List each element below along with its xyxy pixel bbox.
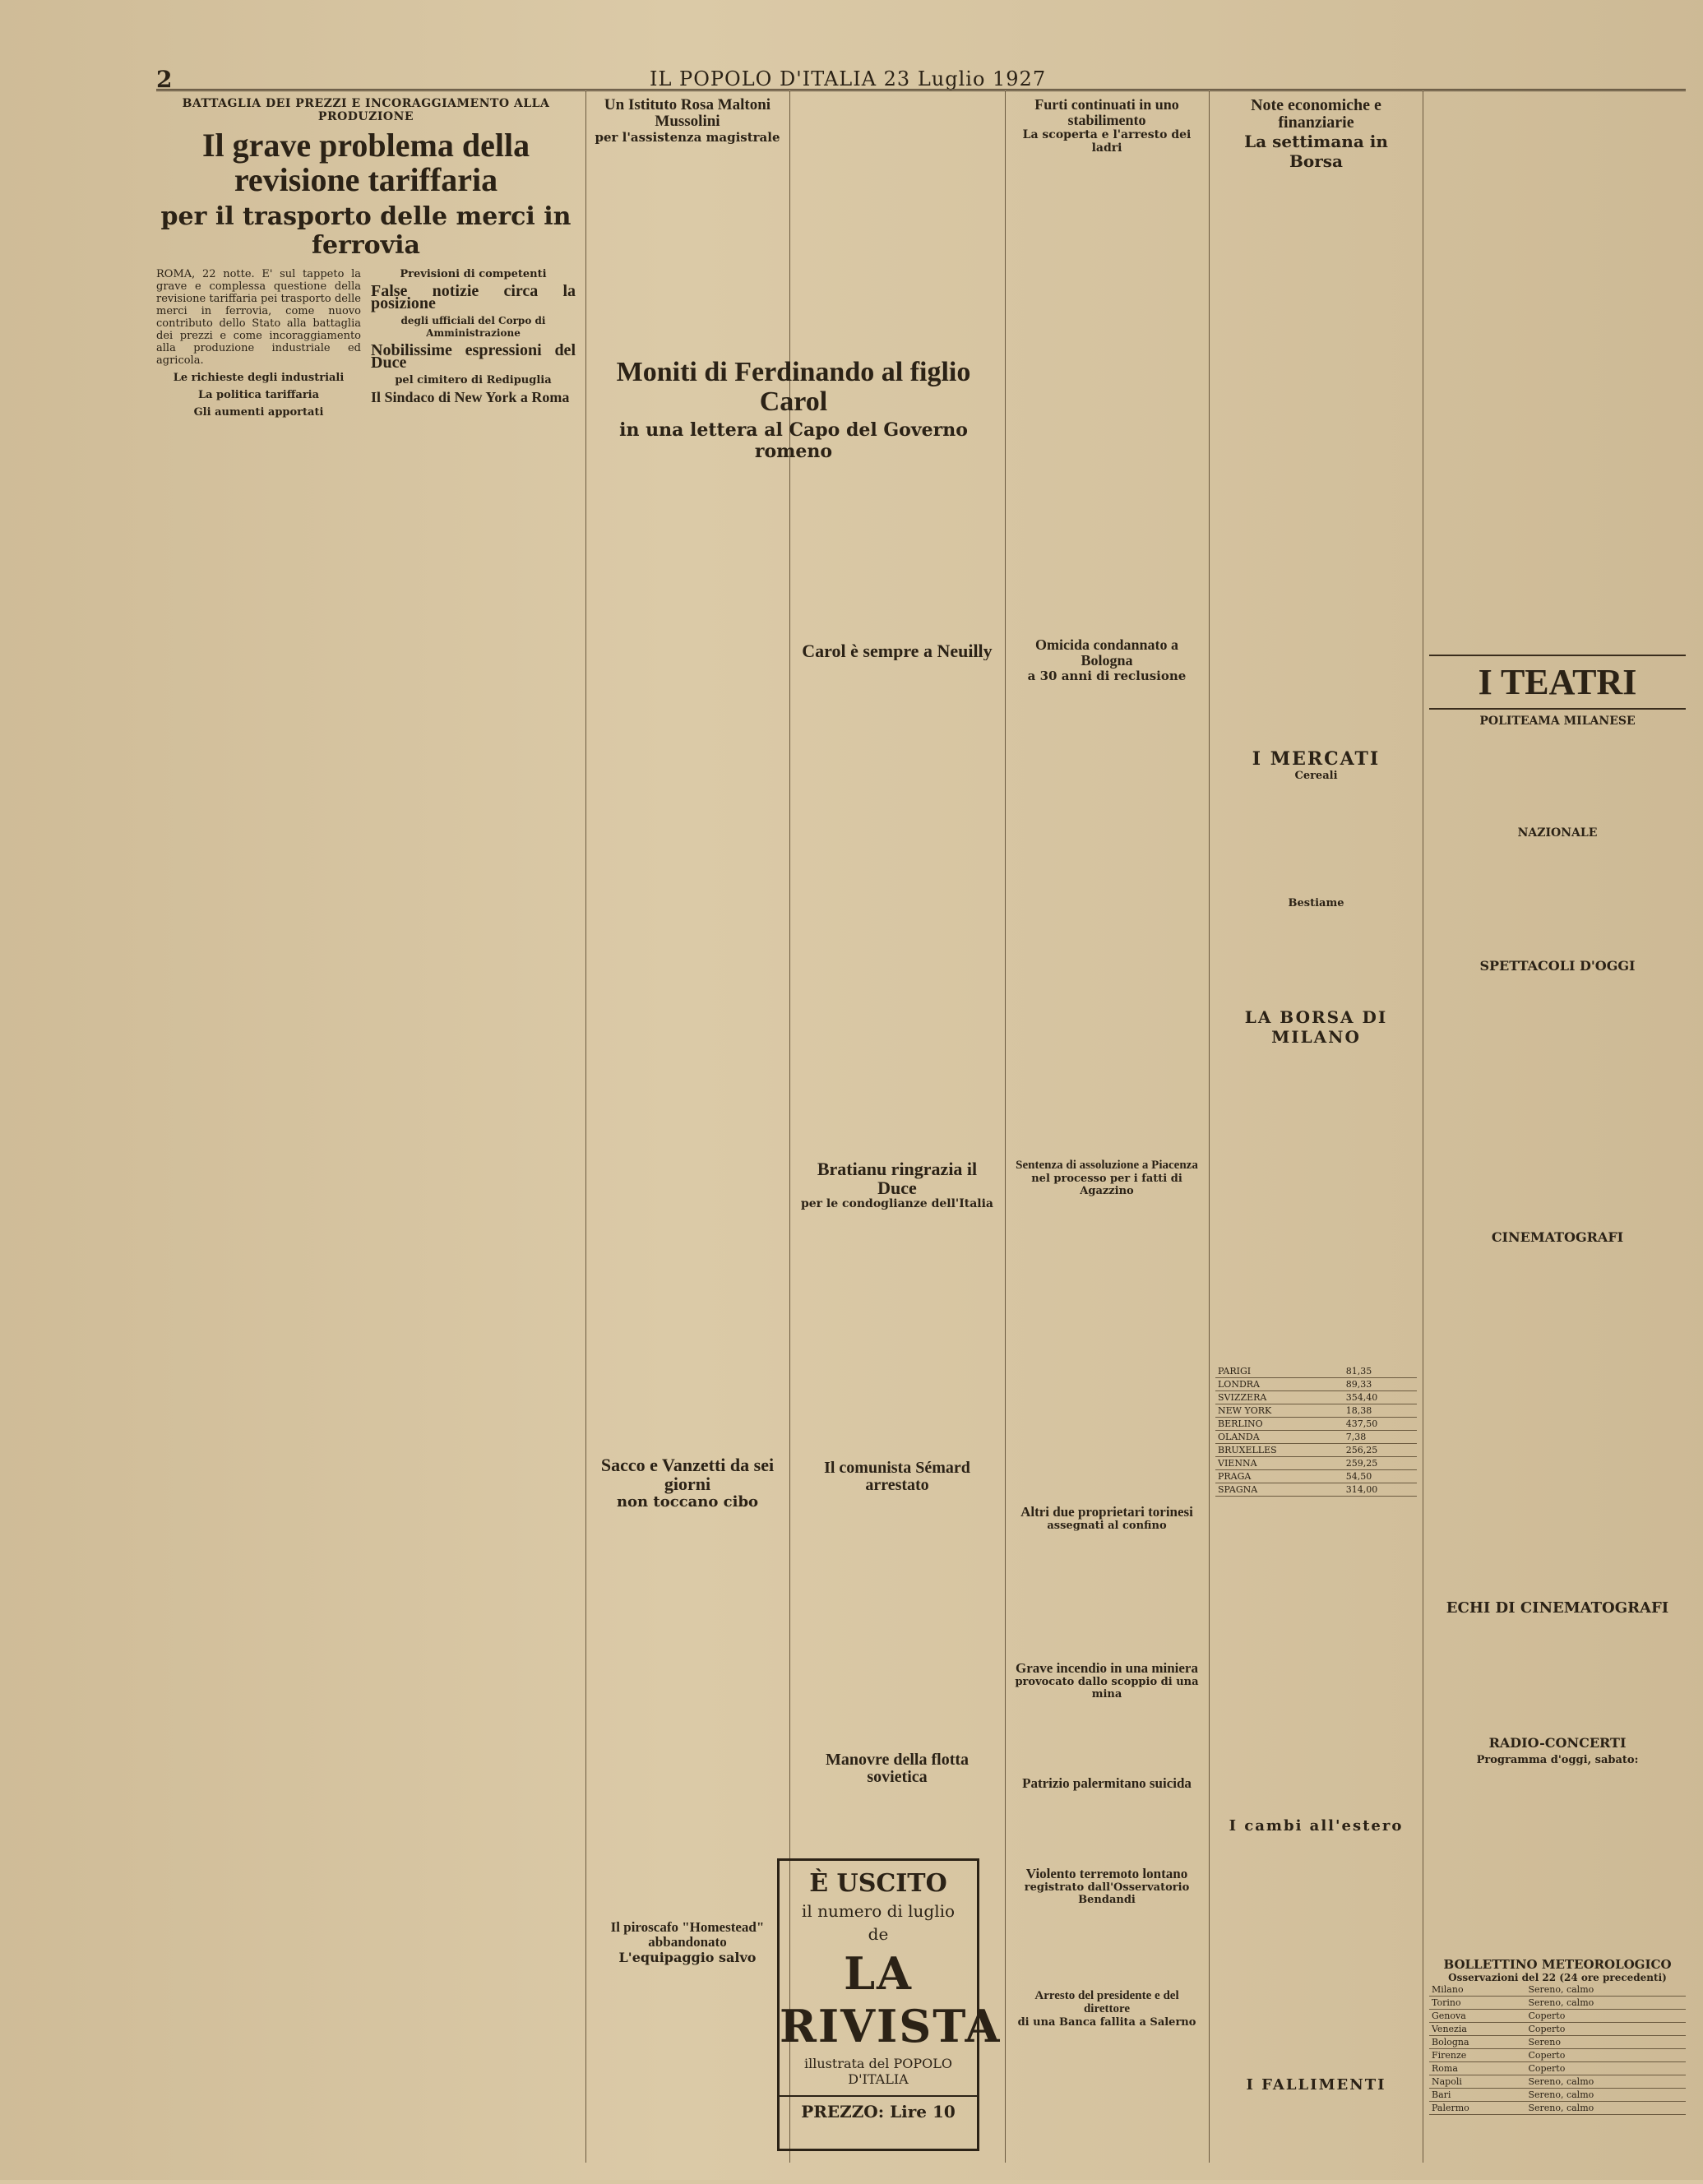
teatri-section (1429, 650, 1686, 728)
newspaper-title: IL POPOLO D'ITALIA 23 Luglio 1927 (650, 67, 1047, 90)
table-cell: Sereno, calmo (1525, 2089, 1686, 2102)
table-cell: 256,25 (1344, 1444, 1417, 1457)
table-cell: Firenze (1429, 2049, 1525, 2062)
article-tariffaria (156, 97, 576, 2184)
table-cell: Genova (1429, 2010, 1525, 2023)
article-subheadline: in una lettera al Capo del Governo romeno (619, 419, 968, 463)
section-title: I TEATRI (1478, 662, 1637, 702)
column-rule (585, 90, 586, 2163)
table-cell: Sereno, calmo (1525, 1983, 1686, 1997)
section-subtitle: SPETTACOLI D'OGGI (1479, 958, 1636, 974)
article-subheadline: di una Banca fallita a Salerno (1017, 2015, 1196, 2029)
weather-row (1429, 2010, 1686, 2023)
table-cell: Bologna (1429, 2036, 1525, 2049)
section-subtitle: CINEMATOGRAFI (1491, 1229, 1624, 1245)
section-title: I FALLIMENTI (1246, 2076, 1386, 2094)
section-subtitle: ECHI DI CINEMATOGRAFI (1446, 1599, 1669, 1617)
programma-title: Programma d'oggi, sabato: (1476, 1754, 1639, 1766)
article-piacenza (1011, 1159, 1202, 1197)
article-subheadline: assegnati al confino (1047, 1519, 1167, 1532)
article-headline: Altri due proprietari torinesi (1020, 1505, 1193, 1520)
exchange-row (1215, 1418, 1417, 1431)
exchange-row (1215, 1391, 1417, 1404)
ad-uscito: È USCITO (809, 1869, 947, 1898)
section-title: I cambi all'estero (1229, 1817, 1404, 1835)
ad-price: PREZZO: Lire 10 (780, 2095, 977, 2122)
table-cell: SPAGNA (1215, 1483, 1344, 1497)
column-5 (1011, 97, 1202, 155)
article-flotta (796, 1751, 998, 1786)
echi-section (1429, 1599, 1686, 1617)
article-headline: Manovre della flotta sovietica (825, 1751, 970, 1786)
section-title: I MERCATI (1252, 748, 1381, 770)
article-subheadline: pel cimitero di Redipuglia (395, 374, 552, 386)
weather-row (1429, 2075, 1686, 2089)
article-terremoto (1011, 1867, 1202, 1906)
ad-line: il numero di luglio (801, 1901, 956, 1921)
table-cell: Venezia (1429, 2023, 1525, 2036)
section-heading: Gli aumenti apportati (193, 406, 324, 419)
section-subtitle: RADIO-CONCERTI (1488, 1735, 1627, 1751)
table-cell: Sereno, calmo (1525, 2075, 1686, 2089)
table-cell: Sereno (1525, 2036, 1686, 2049)
section-subtitle: POLITEAMA MILANESE (1479, 715, 1636, 728)
article-headline: Carol è sempre a Neuilly (802, 641, 993, 661)
article-kicker: BATTAGLIA DEI PREZZI E INCORAGGIAMENTO ALLA PRODUZIONE (182, 97, 550, 123)
article-headline: Un Istituto Rosa Maltoni Mussolini (604, 97, 771, 130)
weather-row (1429, 2036, 1686, 2049)
article-headline: Nobilissime espressioni del Duce (371, 341, 576, 372)
weather-row (1429, 2062, 1686, 2075)
article-body-columns (156, 268, 576, 2184)
borsa-section (1215, 1007, 1417, 1047)
divider (1429, 655, 1686, 656)
table-cell: 89,33 (1344, 1378, 1417, 1391)
page-number: 2 (156, 66, 173, 93)
article-subheadline: La scoperta e l'arresto dei ladri (1022, 127, 1192, 155)
table-cell: 7,38 (1344, 1431, 1417, 1444)
article-subheadline: per il trasporto delle merci in ferrovia (160, 202, 572, 260)
weather-row (1429, 1983, 1686, 1997)
table-cell: 81,35 (1344, 1365, 1417, 1378)
table-cell: Coperto (1525, 2062, 1686, 2075)
article-headline: Il grave problema della revisione tariffaria (201, 127, 530, 198)
table-cell: Roma (1429, 2062, 1525, 2075)
table-cell: PARIGI (1215, 1365, 1344, 1378)
table-cell: 18,38 (1344, 1404, 1417, 1418)
table-cell: Coperto (1525, 2049, 1686, 2062)
fallimenti-section (1215, 2076, 1417, 2094)
exchange-row (1215, 1431, 1417, 1444)
article-headline: Il Sindaco di New York a Roma (371, 389, 570, 405)
column-3 (592, 97, 783, 145)
table-cell: 437,50 (1344, 1418, 1417, 1431)
exchange-row (1215, 1470, 1417, 1483)
table-cell: BERLINO (1215, 1418, 1344, 1431)
table-cell: SVIZZERA (1215, 1391, 1344, 1404)
article-banca (1011, 1990, 1202, 2029)
article-subheadline: degli ufficiali del Corpo di Amministrazione (400, 315, 546, 339)
article-headline: Patrizio palermitano suicida (1022, 1776, 1192, 1791)
article-carol (796, 641, 998, 660)
article-subheadline: per le condoglianze dell'Italia (800, 1197, 994, 1211)
exchange-row (1215, 1365, 1417, 1378)
table-cell: NEW YORK (1215, 1404, 1344, 1418)
nazionale-section (1429, 826, 1686, 840)
article-headline: Moniti di Ferdinando al figlio Carol (616, 358, 971, 417)
article-headline: Furti continuati in uno stabilimento (1034, 97, 1179, 128)
article-headline: False notizie circa la posizione (371, 282, 576, 312)
weather-row (1429, 2023, 1686, 2036)
weather-row (1429, 2102, 1686, 2115)
table-cell: 54,50 (1344, 1470, 1417, 1483)
article-headline: Bratianu ringrazia il Duce (817, 1159, 978, 1199)
article-headline: Violento terremoto lontano (1025, 1867, 1188, 1881)
table-cell: BRUXELLES (1215, 1444, 1344, 1457)
article-bratianu (796, 1159, 998, 1210)
cinema-section (1429, 1229, 1686, 1245)
ad-line: de (868, 1924, 889, 1944)
article-body: ROMA, 22 notte. E' sul tappeto la grave e complessa questione della revisione tariffaria pei trasporto delle merci in ferrovia, come nuovo contributo dello Stato alla battaglia dei prezzi e come incoraggiamento alla produzione industriale ed agricola. (156, 268, 361, 367)
article-sacco-vanzetti (592, 1455, 783, 1511)
meteo-section (1429, 1957, 1686, 2115)
table-cell: Coperto (1525, 2010, 1686, 2023)
section-title: LA BORSA DI MILANO (1244, 1007, 1388, 1047)
weather-table (1429, 1983, 1686, 2115)
table-cell: OLANDA (1215, 1431, 1344, 1444)
article-headline: Arresto del presidente e del direttore (1034, 1990, 1179, 2015)
cambi-table (1215, 1365, 1417, 1497)
spettacoli-section (1429, 958, 1686, 974)
table-cell: 314,00 (1344, 1483, 1417, 1497)
column-rule (1005, 90, 1006, 2163)
article-subheadline: non toccano cibo (616, 1493, 759, 1511)
article-headline: Sentenza di assoluzione a Piacenza (1016, 1159, 1198, 1172)
section-subtitle: BOLLETTINO METEOROLOGICO (1443, 1957, 1672, 1972)
exchange-row (1215, 1457, 1417, 1470)
article-miniera (1011, 1661, 1202, 1700)
ad-line: illustrata del POPOLO D'ITALIA (804, 2056, 952, 2087)
exchange-table (1215, 1365, 1417, 1497)
table-cell: Milano (1429, 1983, 1525, 1997)
column-6 (1215, 97, 1417, 171)
article-headline: Il piroscafo "Homestead" abbandonato (610, 1920, 765, 1950)
table-cell: VIENNA (1215, 1457, 1344, 1470)
article-subheadline: La settimana in Borsa (1244, 132, 1388, 171)
table-cell: Torino (1429, 1997, 1525, 2010)
table-cell: 259,25 (1344, 1457, 1417, 1470)
table-cell: Palermo (1429, 2102, 1525, 2115)
divider (1429, 708, 1686, 710)
article-subheadline: L'equipaggio salvo (618, 1949, 757, 1965)
table-cell: Bari (1429, 2089, 1525, 2102)
article-headline: Omicida condannato a Bologna (1034, 637, 1179, 669)
radio-section (1429, 1735, 1686, 1766)
article-torinesi (1011, 1505, 1202, 1532)
article-subheadline: per l'assistenza magistrale (595, 129, 780, 145)
rivista-advertisement (777, 1858, 1002, 2151)
table-cell: Coperto (1525, 2023, 1686, 2036)
column-rule (1209, 90, 1210, 2163)
article-headline: Sacco e Vanzetti da sei giorni (600, 1455, 775, 1495)
weather-row (1429, 2089, 1686, 2102)
mercati-section (1215, 748, 1417, 909)
article-patrizio (1011, 1776, 1202, 1791)
exchange-row (1215, 1444, 1417, 1457)
section-heading: Previsioni di competenti (400, 268, 547, 280)
weather-row (1429, 2049, 1686, 2062)
article-ferdinando (592, 358, 995, 462)
table-cell: 354,40 (1344, 1391, 1417, 1404)
article-semard (796, 1460, 998, 1494)
exchange-row (1215, 1483, 1417, 1497)
article-subheadline: provocato dallo scoppio di una mina (1015, 1675, 1199, 1700)
table-cell: LONDRA (1215, 1378, 1344, 1391)
article-headline: Note economiche e finanziarie (1251, 97, 1381, 132)
table-cell: Sereno, calmo (1525, 1997, 1686, 2010)
section-subtitle: Cereali (1294, 770, 1338, 782)
weather-row (1429, 1997, 1686, 2010)
article-homestead (592, 1920, 783, 1965)
article-subheadline: nel processo per i fatti di Agazzino (1031, 1172, 1182, 1197)
article-subheadline: a 30 anni di reclusione (1027, 668, 1187, 683)
article-headline: Il comunista Sémard arrestato (824, 1460, 970, 1494)
cambi-estero-section (1215, 1817, 1417, 1835)
table-cell: Napoli (1429, 2075, 1525, 2089)
section-subtitle: Osservazioni del 22 (24 ore precedenti) (1448, 1972, 1667, 1983)
ad-title: LA RIVISTA (780, 1947, 1002, 2052)
article-subheadline: registrato dall'Osservatorio Bendandi (1024, 1881, 1190, 1906)
exchange-row (1215, 1404, 1417, 1418)
section-heading: La politica tariffaria (197, 389, 320, 401)
table-cell: PRAGA (1215, 1470, 1344, 1483)
section-heading: Le richieste degli industriali (173, 372, 345, 384)
article-headline: Grave incendio in una miniera (1016, 1661, 1198, 1676)
section-subtitle: Bestiame (1288, 897, 1344, 909)
table-cell: Sereno, calmo (1525, 2102, 1686, 2115)
masthead (156, 66, 1686, 91)
exchange-row (1215, 1378, 1417, 1391)
article-omicida (1011, 637, 1202, 683)
section-subtitle: NAZIONALE (1517, 826, 1598, 840)
